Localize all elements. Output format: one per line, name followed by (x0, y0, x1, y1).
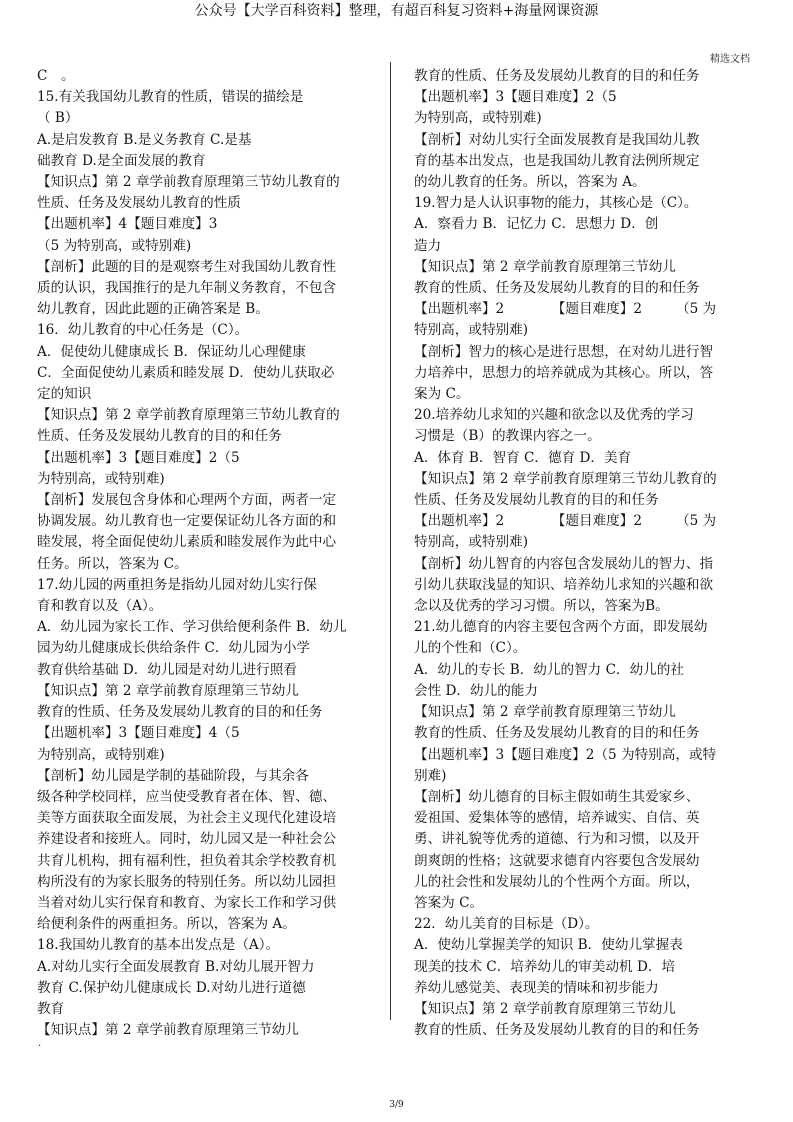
text-line: 别难) (414, 767, 447, 784)
column-divider (390, 62, 391, 1020)
text-line: 睦发展，将全面促使幼儿素质和睦发展作为此中心 (37, 534, 337, 551)
text-line: 特别高，或特别难) (414, 322, 529, 339)
text-line: 为特别高，或特别难) (414, 110, 542, 127)
text-line: 20.培养幼儿求知的兴趣和欲念以及优秀的学习 (414, 407, 694, 424)
text-line: （ B） (37, 110, 79, 127)
text-line: 念以及优秀的学习习惯。所以，答案为B。 (414, 598, 669, 615)
text-line: 【剖析】发展包含身体和心理两个方面，两者一定 (37, 492, 337, 509)
text-line: 幼儿教育，因此此题的正确答案是 B。 (37, 301, 269, 318)
text-line: 15.有关我国幼儿教育的性质，错误的描绘是 (37, 89, 304, 106)
text-line: 园为幼儿健康成长供给条件 C．幼儿园为小学 (37, 640, 311, 657)
text-line: 为特别高，或特别难) (37, 746, 165, 763)
page-number: 3/9 (389, 1100, 404, 1110)
text-line: A．体育 B．智育 C．德育 D．美育 (414, 449, 632, 466)
text-line: 【剖析】此题的目的是观察考生对我国幼儿教育性 (37, 258, 337, 275)
text-line: A.对幼儿实行全面发展教育 B.对幼儿展开智力 (37, 958, 315, 975)
text-line: 【出题机率】3【题目难度】4（5 (37, 725, 240, 742)
text-line: 教育的性质、任务及发展幼儿教育的目的和任务 (414, 280, 700, 297)
text-line: 育的基本出发点，也是我国幼儿教育法例所规定 (414, 152, 700, 169)
text-line: 习惯是（B）的教课内容之一。 (414, 428, 601, 445)
text-line: A．察看力 B．记忆力 C．思想力 D．创 (414, 216, 659, 233)
text-line: 教育的性质、任务及发展幼儿教育的目的和任务 (37, 704, 323, 721)
text-line: 【剖析】幼儿德育的目标主假如萌生其爱家乡、 (414, 788, 700, 805)
text-line: 16．幼儿教育的中心任务是（C）。 (37, 322, 249, 339)
right-column (414, 66, 749, 1041)
text-line: 养幼儿感觉美、表现美的情味和初步能力 (414, 979, 659, 996)
text-line: 引幼儿获取浅显的知识、培养幼儿求知的兴趣和欲 (414, 576, 714, 593)
text-line: 17.幼儿园的两重担务是指幼儿园对幼儿实行保 (37, 576, 317, 593)
text-line: 构所没有的为家长服务的特别任务。所以幼儿园担 (37, 873, 337, 890)
text-line: 【剖析】幼儿园是学制的基础阶段，与其余各 (37, 767, 309, 784)
text-line: 础教育 D.是全面发展的教育 (37, 152, 206, 169)
text-line: 育和教育以及（A）。 (37, 598, 163, 615)
text-line: 19.智力是人认识事物的能力，其核心是（C）。 (414, 195, 698, 212)
text-line: 任务。所以，答案为 C。 (37, 555, 188, 572)
text-line: 力培养中，思想力的培养就成为其核心。所以，答 (414, 364, 714, 381)
text-line: C 。 (37, 68, 75, 84)
text-line: A．使幼儿掌握美学的知识 B．使幼儿掌握表 (414, 937, 683, 954)
text-line: 教育供给基础 D．幼儿园是对幼儿进行照看 (37, 661, 297, 678)
text-line: 会性 D．幼儿的能力 (414, 682, 538, 699)
text-line: 【出题机率】4【题目难度】3 (37, 216, 218, 233)
text-line: 儿的社会性和发展幼儿的个性两个方面。所以， (414, 873, 700, 890)
text-line: 【知识点】第 2 章学前教育原理第三节幼儿 (414, 258, 676, 275)
text-line: 教育的性质、任务及发展幼儿教育的目的和任务 (414, 1022, 700, 1039)
footer-mark: . (38, 1038, 42, 1049)
text-line: 【知识点】第 2 章学前教育原理第三节幼儿教育的 (37, 407, 340, 424)
text-line: 美等方面获取全面发展，为社会主义现代化建设培 (37, 810, 337, 827)
text-line: 养建设者和接班人。同时，幼儿园又是一种社会公 (37, 831, 337, 848)
text-line: 【剖析】智力的核心是进行思想，在对幼儿进行智 (414, 343, 714, 360)
left-column (37, 66, 372, 1041)
text-line: 共育儿机构，拥有福利性，担负着其余学校教育机 (37, 852, 337, 869)
text-line: 爱祖国、爱集体等的感情，培养诚实、自信、英 (414, 810, 700, 827)
text-line: A．幼儿园为家长工作、学习供给便利条件 B．幼儿 (37, 619, 347, 636)
text-line: 为特别高，或特别难) (37, 470, 165, 487)
text-line: 22．幼儿美育的目标是（D）。 (414, 916, 599, 933)
text-line: 特别高，或特别难) (414, 534, 529, 551)
text-line: 【出题机率】3【题目难度】2（5 为特别高，或特 (414, 746, 717, 763)
text-line: 21.幼儿德育的内容主要包含两个方面，即发展幼 (414, 619, 708, 636)
text-line: 给便利条件的两重担务。所以，答案为 A。 (37, 916, 296, 933)
text-line: 【剖析】幼儿智育的内容包含发展幼儿的智力、指 (414, 555, 714, 572)
text-line: 答案为 C。 (414, 894, 484, 911)
text-line: 勇、讲礼貌等优秀的道德、行为和习惯，以及开 (414, 831, 700, 848)
text-line: 【知识点】第 2 章学前教育原理第三节幼儿 (37, 1022, 299, 1039)
text-line: 定的知识 (37, 386, 92, 403)
text-line: A.是启发教育 B.是义务教育 C.是基 (37, 131, 252, 148)
text-line: 案为 C。 (414, 386, 470, 403)
text-line: 【知识点】第 2 章学前教育原理第三节幼儿 (414, 1000, 676, 1017)
text-line: 【剖析】对幼儿实行全面发展教育是我国幼儿教 (414, 131, 700, 148)
text-line: 教育 C.保护幼儿健康成长 D.对幼儿进行道德 (37, 979, 306, 996)
text-line: 【出题机率】3【题目难度】2（5 (414, 89, 617, 106)
text-line: A．促使幼儿健康成长 B．保证幼儿心理健康 (37, 343, 306, 360)
text-line: 性质、任务及发展幼儿教育的目的和任务 (37, 428, 282, 445)
text-line: 18.我国幼儿教育的基本出发点是（A）。 (37, 937, 280, 954)
text-line: A．幼儿的专长 B．幼儿的智力 C．幼儿的社 (414, 661, 684, 678)
text-line: 的幼儿教育的任务。所以，答案为 A。 (414, 174, 646, 191)
text-line: 【出题机率】2 【题目难度】2 （5 为 (414, 301, 717, 318)
text-line: 质的认识，我国推行的是九年制义务教育，不包含 (37, 280, 337, 297)
text-line: （5 为特别高，或特别难) (37, 237, 192, 254)
text-line: 【知识点】第 2 章学前教育原理第三节幼儿教育的 (37, 174, 340, 191)
text-line: 儿的个性和（C）。 (414, 640, 527, 657)
text-line: 【出题机率】2 【题目难度】2 （5 为 (414, 513, 717, 530)
text-line: C．全面促使幼儿素质和睦发展 D．使幼儿获取必 (37, 364, 335, 381)
text-line: 【知识点】第 2 章学前教育原理第三节幼儿教育的 (414, 470, 717, 487)
text-line: 性质、任务及发展幼儿教育的目的和任务 (414, 492, 659, 509)
text-line: 朗爽朗的性格；这就要求德育内容要包含发展幼 (414, 852, 700, 869)
text-line: 教育 (37, 1000, 65, 1017)
text-line: 造力 (414, 237, 442, 254)
text-line: 【出题机率】3【题目难度】2（5 (37, 449, 240, 466)
text-line: 教育的性质、任务及发展幼儿教育的目的和任务 (414, 725, 700, 742)
text-line: 教育的性质、任务及发展幼儿教育的目的和任务 (414, 68, 700, 84)
text-line: 协调发展。幼儿教育也一定要保证幼儿各方面的和 (37, 513, 337, 530)
text-line: 当着对幼儿实行保育和教育、为家长工作和学习供 (37, 894, 337, 911)
page-header: 公众号【大学百科资料】整理，有超百科复习资料+海量网课资源 (194, 3, 599, 19)
doc-tag: 精选文档 (710, 54, 750, 65)
text-line: 级各种学校同样，应当使受教育者在体、智、德、 (37, 788, 337, 805)
text-line: 性质、任务及发展幼儿教育的性质 (37, 195, 241, 212)
text-line: 【知识点】第 2 章学前教育原理第三节幼儿 (414, 704, 676, 721)
text-line: 【知识点】第 2 章学前教育原理第三节幼儿 (37, 682, 299, 699)
text-line: 现美的技术 C．培养幼儿的审美动机 D．培 (414, 958, 676, 975)
